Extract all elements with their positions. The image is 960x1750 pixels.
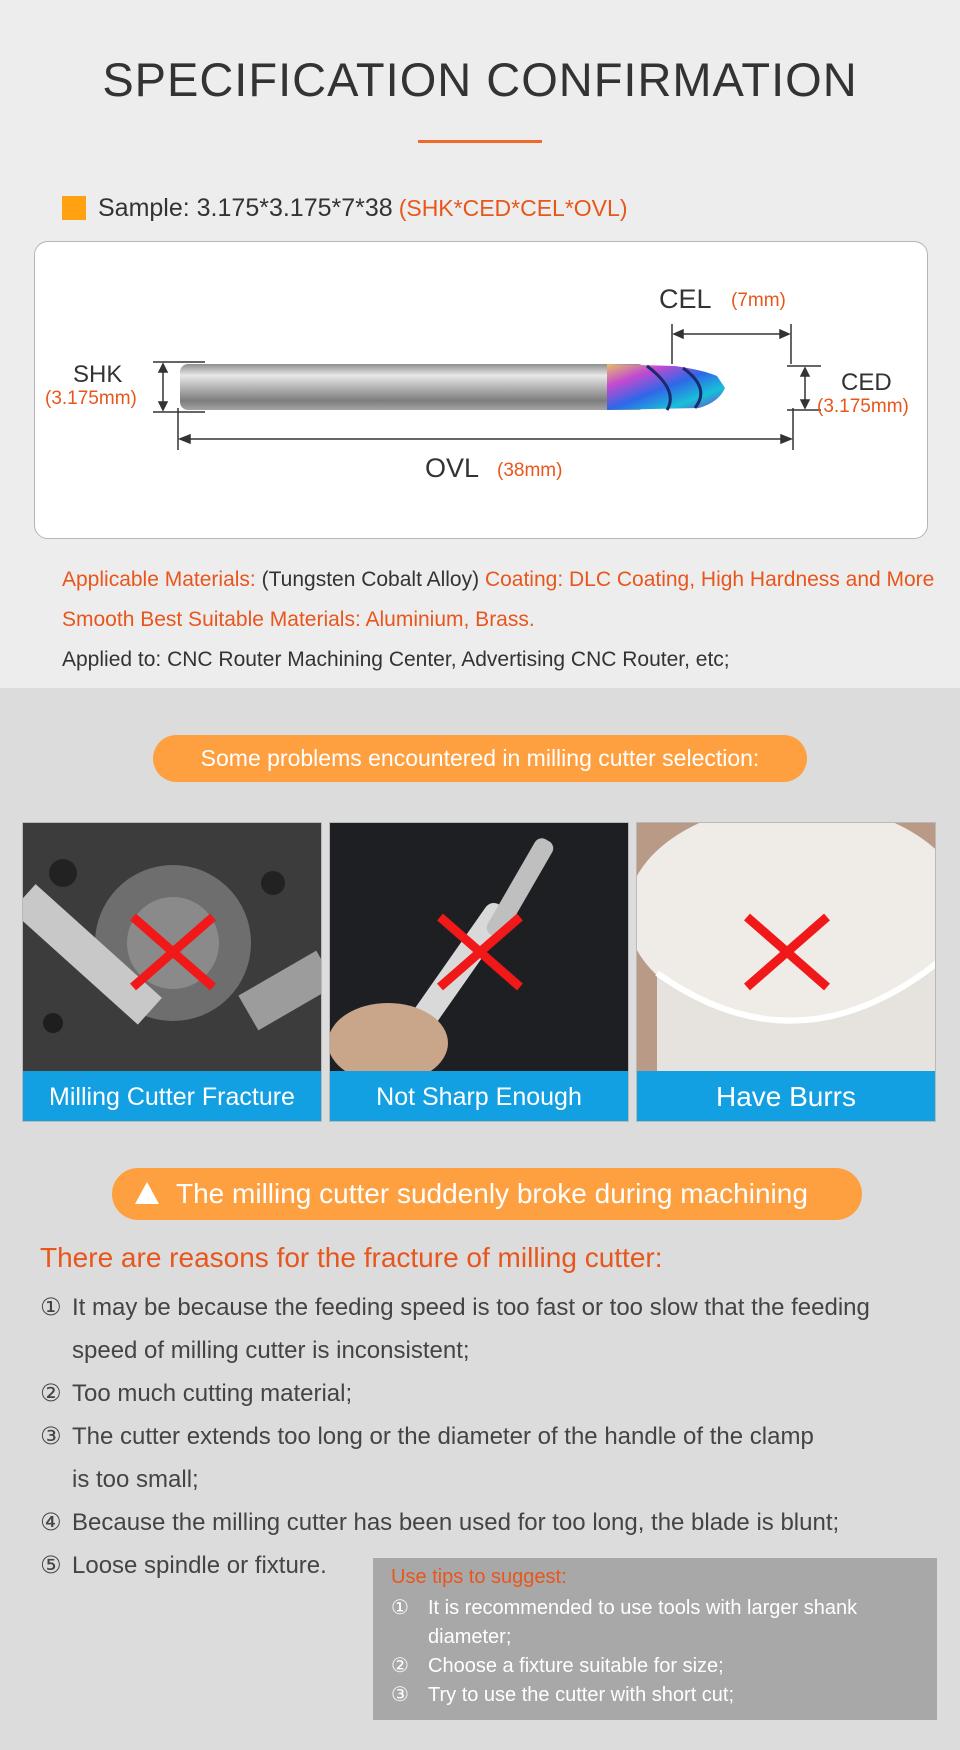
ovl-value: (38mm) (497, 460, 563, 481)
reason-item (40, 1286, 940, 1372)
reason-number: ③ (40, 1423, 62, 1450)
cutter-drawing (35, 242, 927, 538)
reason-item (40, 1415, 940, 1501)
warning-triangle-icon (134, 1181, 160, 1205)
tip-text: Choose a fixture suitable for size; (428, 1655, 724, 1677)
ced-dimension (787, 366, 821, 410)
cel-dimension (672, 324, 791, 364)
problem-panel-not-sharp (329, 822, 629, 1122)
problems-heading: Some problems encountered in milling cutter selection: (153, 735, 807, 782)
problem-panel-fracture (22, 822, 322, 1122)
reason-text: Loose spindle or fixture. (72, 1552, 327, 1579)
reason-item (40, 1501, 940, 1544)
spec-section (0, 0, 960, 688)
panel-caption: Milling Cutter Fracture (23, 1071, 321, 1121)
alert-banner (112, 1168, 862, 1220)
coating-text: Coating: DLC Coating, High Hardness and More Smooth Best Suitable Materials: Aluminium, Brass. (62, 568, 935, 631)
ced-label: CED (841, 369, 892, 396)
cross-icon (434, 911, 526, 993)
tip-item (391, 1652, 921, 1681)
panel-caption: Have Burrs (637, 1071, 935, 1121)
reason-text: Too much cutting material; (72, 1380, 353, 1407)
sample-row (62, 192, 627, 224)
reason-item (40, 1372, 940, 1415)
reason-number: ① (40, 1294, 62, 1321)
tip-number: ③ (391, 1684, 409, 1706)
tip-item (391, 1681, 921, 1710)
flute-body (607, 364, 725, 410)
cutter-diagram-card (34, 241, 928, 539)
title-underline (418, 140, 542, 143)
sample-label: Sample: 3.175*3.175*7*38 (98, 193, 393, 222)
tips-list (391, 1594, 921, 1710)
shk-value: (3.175mm) (45, 388, 137, 409)
alert-text: The milling cutter suddenly broke during machining (176, 1178, 808, 1209)
materials-text (62, 560, 942, 680)
tips-title: Use tips to suggest: (391, 1566, 567, 1588)
page-title: SPECIFICATION CONFIRMATION (102, 53, 858, 106)
reason-text: It may be because the feeding speed is too fast or too slow that the feeding (72, 1294, 870, 1321)
reason-number: ② (40, 1380, 62, 1407)
reasons-list (40, 1286, 940, 1587)
tip-text: Try to use the cutter with short cut; (428, 1684, 735, 1706)
reason-number: ④ (40, 1509, 62, 1536)
shk-label: SHK (73, 361, 123, 388)
shank-body (180, 364, 646, 410)
cel-value: (7mm) (731, 290, 786, 311)
reason-text: Because the milling cutter has been used for too long, the blade is blunt; (72, 1509, 840, 1536)
cel-label: CEL (659, 284, 712, 314)
ced-value: (3.175mm) (817, 396, 909, 417)
tip-item (391, 1594, 921, 1652)
reasons-title: There are reasons for the fracture of milling cutter: (40, 1242, 663, 1273)
reason-text: The cutter extends too long or the diameter of the handle of the clamp (72, 1423, 814, 1450)
cross-icon (741, 911, 833, 993)
sample-note: (SHK*CED*CEL*OVL) (398, 194, 628, 221)
problem-panel-burrs (636, 822, 936, 1122)
ovl-dimension (178, 408, 793, 450)
applicable-value: (Tungsten Cobalt Alloy) (261, 568, 480, 591)
reason-text-continued: is too small; (72, 1466, 199, 1493)
applicable-label: Applicable Materials: (62, 568, 256, 591)
applied-to-text: Applied to: CNC Router Machining Center, Advertising CNC Router, etc; (62, 648, 730, 671)
tip-text: It is recommended to use tools with larger shank diameter; (428, 1597, 858, 1648)
square-bullet-icon (62, 196, 86, 220)
reason-text-continued: speed of milling cutter is inconsistent; (72, 1337, 470, 1364)
tips-box (373, 1558, 937, 1720)
reason-number: ⑤ (40, 1552, 62, 1579)
panel-caption: Not Sharp Enough (330, 1071, 628, 1121)
ovl-label: OVL (425, 453, 480, 483)
tip-number: ② (391, 1655, 409, 1677)
cross-icon (127, 911, 219, 993)
tip-number: ① (391, 1597, 409, 1619)
